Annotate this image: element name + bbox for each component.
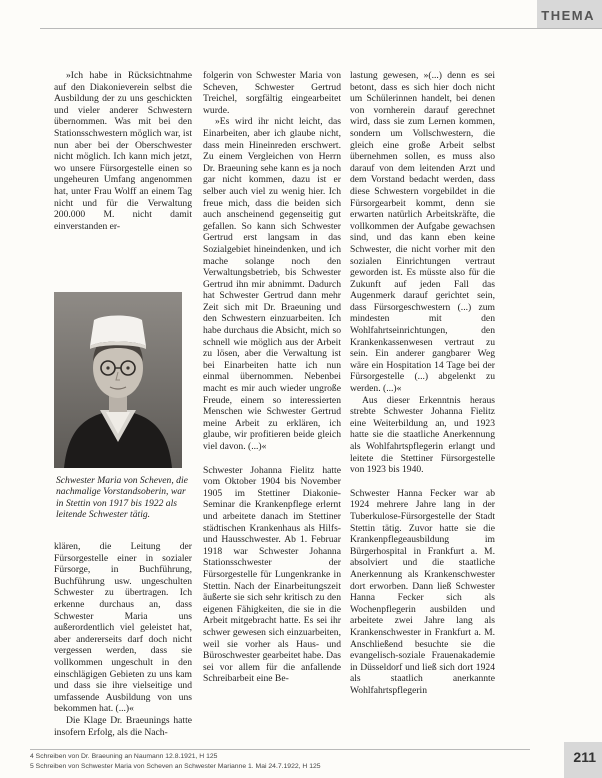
column-1-bottom <box>54 541 192 738</box>
footnotes <box>30 752 550 771</box>
paragraph: klären, die Leitung der Fürsorgestelle einer in sozialer Fürsorge, in Buchführung, Buchführung usw. ungeschulten Schwester zu übertragen. Ich erkenne durchaus an, dass Schwester Maria uns außerordentlich viel geleistet hat, aber andererseits darf doch nicht vergessen werden, dass sie vollkommen ungeschult in den einschlägigen Gebieten zu uns kam und dass sie ihre vielseitige und umfassende Ausbildung von uns bekommen hat. (...)« <box>54 541 192 715</box>
paragraph: »Es wird ihr nicht leicht, das Einarbeiten, aber ich glaube nicht, dass mein Hineinreden erschwert. Zu einem Vergleichen von Herrn Dr. Braeuning sehe kann es ja noch gar nicht kommen, dazu ist er selber auch viel zu wenig hier. Ich freue mich, dass die beiden sich auch anscheinend gegenseitig gut gefallen. So kann sich Schwester Gertrud erst langsam in das Sozialgebiet hineindenken, und ich mache solange noch den Verwaltungsbetrieb, bis Schwester Gertrud ihn mir abnimmt. Dadurch hat Schwester Gertrud dann mehr Zeit sich mit Dr. Braeuning und den Schwestern einzuarbeiten. Ich habe durchaus die Absicht, mich so schnell wie möglich aus der Arbeit zu lösen, aber die Verwaltung ist bei Einarbeiten hatte ich nun einmal übernommen. Nebenbei macht es mir auch wieder ungroße Freude, einem so interessierten Menschen wie Schwester Gertrud meine Arbeit zu erklären, ich glaube, wir profitieren beide gleich viel davon. (...)« <box>203 116 341 452</box>
paragraph: Aus dieser Erkenntnis heraus strebte Schwester Johanna Fielitz eine Weiterbildung an, und 1923 hatte sie die staatliche Anerkennung als Wohlfahrtspflegerin erlangt und leitete die Stettiner Fürsorgestelle von 1923 bis 1940. <box>350 394 495 476</box>
column-2 <box>203 70 341 685</box>
nurse-portrait-image <box>54 292 182 468</box>
paragraph: lastung gewesen, »(...) denn es sei betont, dass es sich hier doch nicht um Schülerinnen handelt, bei denen von vornherein darauf gerechnet wird, dass sie zum Lernen kommen, sondern um Vollschwestern, die gleich eine große Arbeit selbst übernehmen sollen, es muss also darauf von dem leitenden Arzt und dem Vorstand bedacht werden, dass diese Schwestern vorgebildet in die Fürsorgearbeit kommt, denn sie erwarten natürlich Arbeitskräfte, die vollkommen der Aufgabe gewachsen sind, und das kann eben keine Schwester, die nicht vorher mit den sozialen Einrichtungen vertraut geworden ist. Es müsste also für die Zukunft auf jeden Fall das Augenmerk darauf gerichtet sein, dass Fürsorgeschwestern (...) zum mindesten mit den Wohlfahrtseinrichtungen, den Krankenkassenwesen vertraut zu sein. Ein anderer gangbarer Weg wäre ein Hospitation 14 Tage bei der Fürsorgestelle (...) abgelenkt zu werden. (...)« <box>350 70 495 395</box>
paragraph: Schwester Johanna Fielitz hatte vom Oktober 1904 bis November 1905 im Stettiner Diakonie-Seminar die Krankenpflege erlernt und arbeitete danach im Stettiner städtischen Krankenhaus als Hilfs- und Hausschwester. Ab 1. Februar 1918 war Schwester Johanna Stationsschwester der Fürsorgestelle für Lungenkranke in Stettin. Nach der Einarbeitungszeit äußerte sie sich sehr kritisch zu den eigenen Fähigkeiten, die sie in die Arbeit mitgebracht hatte. Es sei ihr schwer gewesen sich einzuarbeiten, weil sie vorher als Haus- und Büroschwester gearbeitet habe. Das sei vor allem für die anfallende Schreibarbeit eine Be- <box>203 464 341 685</box>
page-number: 211 <box>573 749 596 765</box>
column-1-top <box>54 70 192 232</box>
paragraph: Schwester Hanna Fecker war ab 1924 mehrere Jahre lang in der Tuberkulose-Fürsorgestelle der Stadt Stettin tätig. Zuvor hatte sie die Krankenpflegeausbildung im Bürgerhospital in Frankfurt a. M. absolviert und die staatliche Anerkennung als Krankenschwester dort erworben. Dann ließ Schwester Hanna Fecker sich als Wochenpflegerin ausbilden und arbeitete zwei Jahre lang als Krankenschwester in Frankfurt a. M. Anschließend besuchte sie die evangelisch-soziale Frauenakademie in Düsseldorf und ließ sich dort 1924 als staatlich anerkannte Wohlfahrtspflegerin <box>350 487 495 696</box>
footnote: 5 Schreiben von Schwester Maria von Scheven an Schwester Marianne 1. Mai 24.7.1922, H 125 <box>30 762 321 770</box>
section-title: THEMA <box>541 8 595 23</box>
paragraph: »Ich habe in Rücksichtnahme auf den Diakonieverein selbst die Ausbildung der zu uns geschickten und vieler anderer Schwestern übernommen. Was mit bei den Stationsschwestern möglich war, ist nun aber bei der Oberschwester nicht möglich. Ich kann mich jetzt, wo unsere Fürsorgestelle einen so ungeheuren Umfang angenommen hat, unter Frau Wolff an einem Tag nicht und für die Verwaltung 200.000 M. nicht damit einverstanden er- <box>54 70 192 232</box>
photo-caption: Schwester Maria von Scheven, die nachmalige Vorstandsoberin, war in Stettin von 1917 bis 1922 als leitende Schwester tätig. <box>56 475 188 521</box>
footnote-rule <box>30 749 530 750</box>
portrait-photo <box>54 292 182 468</box>
column-3 <box>350 70 495 696</box>
paragraph: Die Klage Dr. Braeunings hatte insofern Erfolg, als die Nach- <box>54 714 192 738</box>
header-rule <box>40 28 595 29</box>
paragraph: folgerin von Schwester Maria von Scheven, Schwester Gertrud Treichel, sorgfältig eingearbeitet wurde. <box>203 70 341 116</box>
footnote: 4 Schreiben von Dr. Braeuning an Naumann 12.8.1921, H 125 <box>30 753 218 760</box>
